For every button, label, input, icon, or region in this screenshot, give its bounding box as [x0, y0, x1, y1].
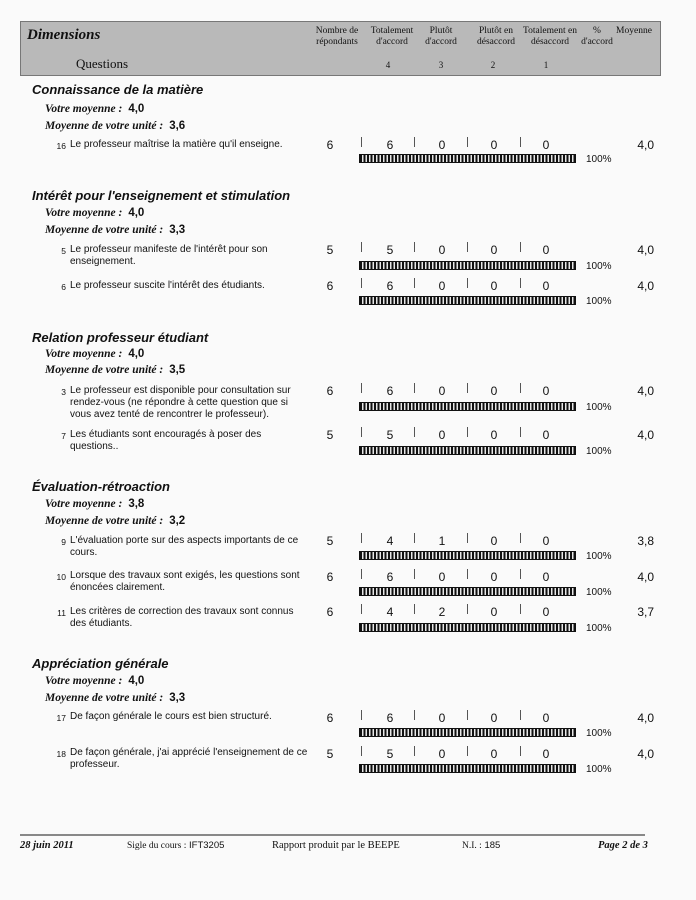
- question-number: 10: [56, 572, 66, 582]
- moyenne-unite: Moyenne de votre unité : 3,3: [45, 224, 186, 236]
- header-plutot-accord: Plutôt d'accord: [425, 26, 457, 47]
- column-tick: [361, 710, 362, 720]
- count-totalement-desaccord: 0: [542, 570, 550, 584]
- footer-page: Page 2 de 3: [598, 840, 648, 851]
- column-tick: [520, 710, 521, 720]
- column-tick: [520, 746, 521, 756]
- question-text: Le professeur maîtrise la matière qu'il enseigne.: [70, 139, 283, 150]
- percent-accord: 100%: [586, 261, 612, 272]
- column-tick: [414, 278, 415, 288]
- votre-moyenne: Votre moyenne : 4,0: [45, 348, 145, 360]
- count-totalement-accord: 5: [386, 428, 394, 442]
- question-mean: 4,0: [637, 711, 654, 725]
- column-tick: [361, 137, 362, 147]
- question-text: Le professeur est disponible pour consultation sur rendez-vous (ne répondre à cette question que si vous avez tenté de rencontrer le professeur).: [70, 385, 291, 420]
- question-text: Le professeur suscite l'intérêt des étudiants.: [70, 280, 265, 291]
- votre-moyenne: Votre moyenne : 3,8: [45, 498, 145, 510]
- header-respondants: Nombre de répondants: [315, 26, 359, 47]
- count-totalement-desaccord: 0: [542, 138, 550, 152]
- column-tick: [467, 604, 468, 614]
- question-text: Les étudiants sont encouragés à poser des questions..: [70, 429, 262, 452]
- count-totalement-accord: 4: [386, 605, 394, 619]
- column-tick: [467, 242, 468, 252]
- question-mean: 4,0: [637, 747, 654, 761]
- question-number: 16: [56, 141, 66, 151]
- percent-bar: [359, 402, 576, 411]
- percent-accord: 100%: [586, 402, 612, 413]
- respondant-count: 5: [326, 747, 334, 761]
- count-totalement-desaccord: 0: [542, 279, 550, 293]
- count-totalement-accord: 4: [386, 534, 394, 548]
- respondant-count: 5: [326, 428, 334, 442]
- percent-accord: 100%: [586, 623, 612, 634]
- question-number: 3: [61, 387, 66, 397]
- question-number: 11: [57, 608, 66, 618]
- votre-moyenne: Votre moyenne : 4,0: [45, 103, 145, 115]
- count-totalement-desaccord: 0: [542, 384, 550, 398]
- count-plutot-accord: 0: [438, 428, 446, 442]
- percent-bar: [359, 446, 576, 455]
- count-plutot-accord: 0: [438, 711, 446, 725]
- respondant-count: 6: [326, 570, 334, 584]
- respondant-count: 6: [326, 279, 334, 293]
- column-tick: [520, 604, 521, 614]
- column-tick: [414, 427, 415, 437]
- column-tick: [467, 383, 468, 393]
- votre-moyenne: Votre moyenne : 4,0: [45, 675, 145, 687]
- column-tick: [414, 569, 415, 579]
- question-mean: 4,0: [637, 243, 654, 257]
- count-plutot-desaccord: 0: [490, 138, 498, 152]
- footer-date: 28 juin 2011: [20, 840, 74, 851]
- count-plutot-desaccord: 0: [490, 384, 498, 398]
- count-plutot-accord: 0: [438, 570, 446, 584]
- percent-accord: 100%: [586, 154, 612, 165]
- count-plutot-accord: 0: [438, 384, 446, 398]
- column-tick: [361, 569, 362, 579]
- header-totalement-accord: Totalement d'accord: [370, 26, 414, 47]
- percent-accord: 100%: [586, 587, 612, 598]
- column-tick: [414, 242, 415, 252]
- respondant-count: 6: [326, 138, 334, 152]
- count-totalement-desaccord: 0: [542, 428, 550, 442]
- column-tick: [361, 427, 362, 437]
- column-tick: [361, 604, 362, 614]
- section-title: Appréciation générale: [32, 656, 169, 671]
- column-tick: [520, 569, 521, 579]
- question-mean: 3,7: [637, 605, 654, 619]
- column-tick: [361, 242, 362, 252]
- percent-accord: 100%: [586, 728, 612, 739]
- moyenne-unite: Moyenne de votre unité : 3,3: [45, 692, 186, 704]
- percent-bar: [359, 261, 576, 270]
- count-totalement-accord: 6: [386, 384, 394, 398]
- count-plutot-desaccord: 0: [490, 279, 498, 293]
- column-tick: [467, 427, 468, 437]
- count-plutot-accord: 0: [438, 279, 446, 293]
- footer-rapport: Rapport produit par le BEEPE: [272, 840, 400, 851]
- count-plutot-desaccord: 0: [490, 428, 498, 442]
- column-tick: [520, 278, 521, 288]
- question-mean: 4,0: [637, 428, 654, 442]
- count-totalement-desaccord: 0: [542, 534, 550, 548]
- column-tick: [414, 710, 415, 720]
- column-tick: [361, 533, 362, 543]
- percent-bar: [359, 551, 576, 560]
- count-plutot-desaccord: 0: [490, 534, 498, 548]
- count-plutot-accord: 0: [438, 138, 446, 152]
- question-mean: 4,0: [637, 384, 654, 398]
- question-number: 9: [61, 537, 66, 547]
- question-text: De façon générale le cours est bien structuré.: [70, 711, 272, 722]
- count-plutot-accord: 1: [438, 534, 446, 548]
- column-tick: [467, 710, 468, 720]
- percent-bar: [359, 587, 576, 596]
- percent-accord: 100%: [586, 296, 612, 307]
- count-plutot-accord: 0: [438, 243, 446, 257]
- question-number: 18: [56, 749, 66, 759]
- question-mean: 4,0: [637, 279, 654, 293]
- question-number: 17: [56, 713, 66, 723]
- question-number: 7: [61, 431, 66, 441]
- footer-sigle: Sigle du cours : IFT3205: [127, 840, 225, 851]
- question-mean: 3,8: [637, 534, 654, 548]
- header-plutot-desaccord: Plutôt en désaccord: [477, 26, 515, 47]
- count-totalement-desaccord: 0: [542, 243, 550, 257]
- percent-bar: [359, 154, 576, 163]
- table-header: [20, 21, 661, 76]
- question-text: Lorsque des travaux sont exigés, les questions sont énoncées clairement.: [70, 570, 300, 593]
- column-tick: [414, 604, 415, 614]
- column-tick: [414, 746, 415, 756]
- percent-bar: [359, 764, 576, 773]
- percent-accord: 100%: [586, 764, 612, 775]
- count-totalement-accord: 6: [386, 138, 394, 152]
- question-number: 5: [61, 246, 66, 256]
- question-mean: 4,0: [637, 138, 654, 152]
- column-tick: [520, 427, 521, 437]
- percent-bar: [359, 296, 576, 305]
- column-tick: [361, 278, 362, 288]
- count-plutot-accord: 2: [438, 605, 446, 619]
- question-mean: 4,0: [637, 570, 654, 584]
- header-num-2: 2: [490, 60, 496, 70]
- count-totalement-desaccord: 0: [542, 605, 550, 619]
- count-totalement-desaccord: 0: [542, 747, 550, 761]
- header-totalement-desaccord: Totalement en désaccord: [523, 26, 577, 47]
- count-plutot-desaccord: 0: [490, 747, 498, 761]
- column-tick: [414, 137, 415, 147]
- count-totalement-desaccord: 0: [542, 711, 550, 725]
- column-tick: [414, 533, 415, 543]
- question-text: Les critères de correction des travaux sont connus des étudiants.: [70, 606, 294, 629]
- question-number: 6: [61, 282, 66, 292]
- question-text: De façon générale, j'ai apprécié l'enseignement de ce professeur.: [70, 747, 308, 770]
- count-totalement-accord: 6: [386, 570, 394, 584]
- percent-bar: [359, 728, 576, 737]
- header-num-1: 1: [543, 60, 549, 70]
- count-plutot-desaccord: 0: [490, 711, 498, 725]
- section-title: Relation professeur étudiant: [32, 330, 209, 345]
- percent-accord: 100%: [586, 446, 612, 457]
- column-tick: [361, 746, 362, 756]
- header-num-3: 3: [438, 60, 444, 70]
- count-totalement-accord: 5: [386, 747, 394, 761]
- count-plutot-desaccord: 0: [490, 570, 498, 584]
- column-tick: [467, 533, 468, 543]
- section-title: Évaluation-rétroaction: [32, 479, 170, 494]
- count-plutot-desaccord: 0: [490, 605, 498, 619]
- respondant-count: 5: [326, 243, 334, 257]
- percent-bar: [359, 623, 576, 632]
- question-text: L'évaluation porte sur des aspects importants de ce cours.: [70, 535, 299, 558]
- header-questions: Questions: [76, 56, 128, 71]
- column-tick: [414, 383, 415, 393]
- votre-moyenne: Votre moyenne : 4,0: [45, 207, 145, 219]
- moyenne-unite: Moyenne de votre unité : 3,2: [45, 515, 186, 527]
- respondant-count: 6: [326, 384, 334, 398]
- column-tick: [467, 569, 468, 579]
- header-num-4: 4: [385, 60, 391, 70]
- column-tick: [520, 533, 521, 543]
- column-tick: [467, 278, 468, 288]
- count-totalement-accord: 6: [386, 711, 394, 725]
- respondant-count: 6: [326, 605, 334, 619]
- footer-divider: [20, 834, 645, 836]
- column-tick: [467, 746, 468, 756]
- moyenne-unite: Moyenne de votre unité : 3,6: [45, 120, 186, 132]
- column-tick: [520, 242, 521, 252]
- moyenne-unite: Moyenne de votre unité : 3,5: [45, 364, 186, 376]
- question-text: Le professeur manifeste de l'intérêt pour son enseignement.: [70, 244, 268, 267]
- count-plutot-desaccord: 0: [490, 243, 498, 257]
- respondant-count: 6: [326, 711, 334, 725]
- header-moyenne: Moyenne: [616, 26, 652, 36]
- header-pct-accord: % d'accord: [581, 26, 613, 47]
- count-totalement-accord: 6: [386, 279, 394, 293]
- section-title: Intérêt pour l'enseignement et stimulation: [32, 188, 291, 203]
- respondant-count: 5: [326, 534, 334, 548]
- column-tick: [520, 137, 521, 147]
- column-tick: [361, 383, 362, 393]
- percent-accord: 100%: [586, 551, 612, 562]
- count-plutot-accord: 0: [438, 747, 446, 761]
- header-dimensions: Dimensions: [27, 27, 101, 43]
- footer-ni: N.I. : 185: [462, 840, 501, 851]
- count-totalement-accord: 5: [386, 243, 394, 257]
- section-title: Connaissance de la matière: [32, 82, 204, 97]
- column-tick: [520, 383, 521, 393]
- column-tick: [467, 137, 468, 147]
